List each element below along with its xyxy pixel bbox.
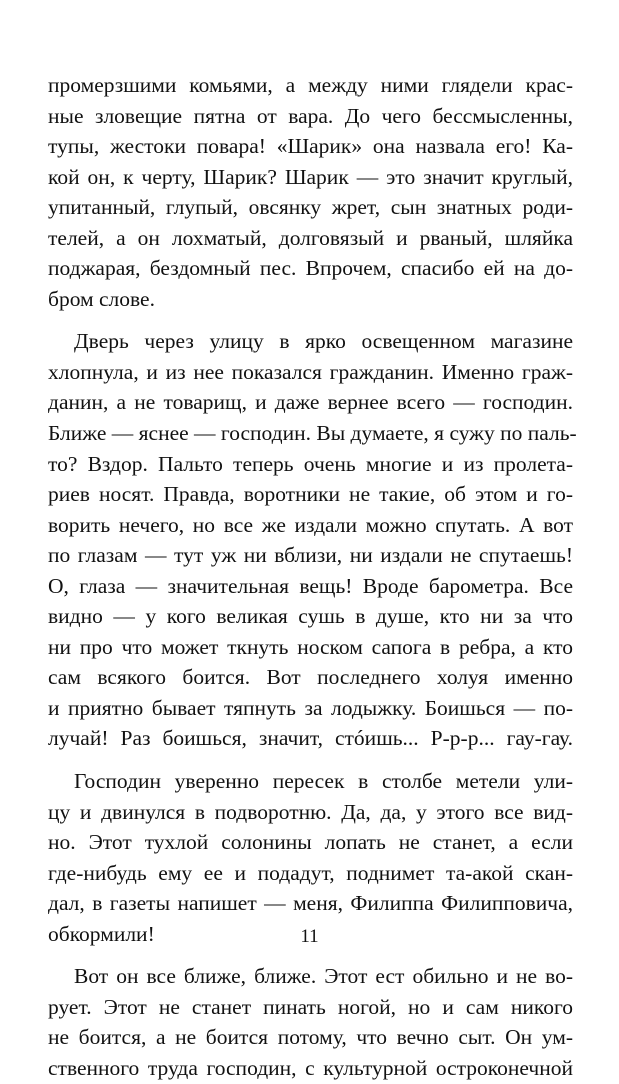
paragraph — [48, 326, 577, 754]
text-line: тупы, жестоки повара! «Шарик» она назвала его! Ка- — [48, 134, 573, 159]
paragraph — [48, 766, 573, 949]
text-line: ни про что может ткнуть носком сапога в ребра, а кто — [48, 634, 573, 659]
text-line: видно — у кого великая сушь в душе, кто ни за что — [48, 604, 573, 629]
paragraph-gap — [48, 949, 573, 961]
paragraph — [48, 961, 573, 1083]
text-line: ворить нечего, но все же издали можно спутать. А вот — [48, 512, 573, 537]
text-line: упитанный, глупый, овсянку жрет, сын знатных роди- — [48, 195, 573, 220]
text-line: и приятно бывает тяпнуть за лодыжку. Боишься — по- — [48, 695, 573, 720]
text-line: не боится, а не боится потому, что вечно сыт. Он ум- — [48, 1025, 573, 1050]
text-line: то? Вздор. Пальто теперь очень многие и из пролета- — [48, 451, 573, 476]
page-number: 11 — [300, 926, 319, 947]
text-line: кой он, к черту, Шарик? Шарик — это значит круглый, — [48, 164, 573, 189]
text-line: рует. Этот не станет пинать ногой, но и сам никого — [48, 994, 573, 1019]
text-line: телей, а он лохматый, долговязый и рваный, шляйка — [48, 225, 573, 250]
text-line: Вот он все ближе, ближе. Этот ест обильно и не во- — [74, 964, 573, 989]
text-line: ственного труда господин, с культурной остроконечной — [48, 1055, 573, 1080]
text-line: Ближе — яснее — господин. Вы думаете, я сужу по паль- — [48, 421, 577, 446]
text-line: бром слове. — [48, 286, 155, 311]
text-line: сам всякого боится. Вот последнего холуя именно — [48, 665, 573, 690]
text-line: но. Этот тухлой солонины лопать не станет, а если — [48, 830, 573, 855]
text-line: данин, а не товарищ, и даже вернее всего — господин. — [48, 390, 573, 415]
text-line: Дверь через улицу в ярко освещенном магазине — [74, 329, 573, 354]
text-line: риев носят. Правда, воротники не такие, об этом и го- — [48, 482, 573, 507]
paragraph-gap — [48, 754, 573, 766]
text-line: Господин уверенно пересек в столбе метели ули- — [74, 769, 573, 794]
paragraph-gap — [48, 314, 573, 326]
text-line: лучай! Раз боишься, значит, стóишь... Р-р-р... гау-гау. — [48, 726, 573, 751]
text-line: ные зловещие пятна от вара. До чего бессмысленны, — [48, 103, 573, 128]
text-line: поджарая, бездомный пес. Впрочем, спасибо ей на до- — [48, 256, 573, 281]
text-line: дал, в газеты напишет — меня, Филиппа Филипповича, — [48, 891, 573, 916]
text-line: О, глаза — значительная вещь! Вроде барометра. Все — [48, 573, 573, 598]
paragraph — [48, 70, 573, 314]
text-line: где-нибудь ему ее и подадут, поднимет та-акой скан- — [48, 860, 573, 885]
text-line: по глазам — тут уж ни вблизи, ни издали не спутаешь! — [48, 543, 573, 568]
text-line: обкормили! — [48, 921, 155, 946]
text-line: цу и двинулся в подворотню. Да, да, у этого все вид- — [48, 799, 573, 824]
text-line: хлопнула, и из нее показался гражданин. Именно граж- — [48, 359, 573, 384]
text-line: промерзшими комьями, а между ними глядели крас- — [48, 73, 573, 97]
